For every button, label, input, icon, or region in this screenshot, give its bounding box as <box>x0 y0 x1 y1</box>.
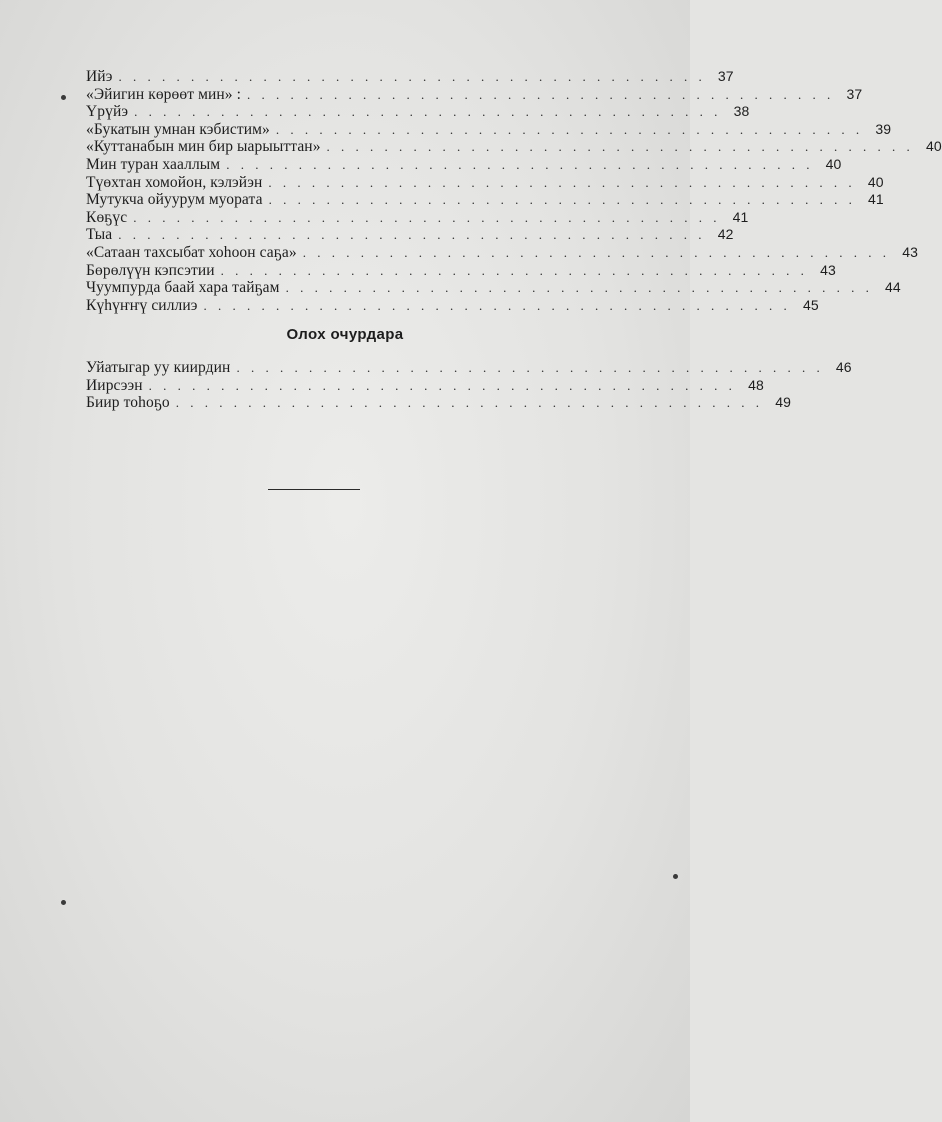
print-speck <box>61 95 66 100</box>
entry-title: Көҕүс <box>86 208 128 226</box>
dot-leader: . . . . . . . . . . . . . . . . . . . . . . . . . . . . . . . . . . . . . . . . . <box>302 244 890 260</box>
end-rule <box>268 489 360 490</box>
toc-entry <box>86 296 819 315</box>
toc-entry <box>86 120 892 139</box>
entry-title: Иирсээн <box>86 376 143 394</box>
toc-entry <box>86 226 734 244</box>
toc-entry <box>86 155 842 174</box>
entry-title: Мутукча ойуурум муората <box>86 191 263 209</box>
entry-title: Уйатыгар уу киирдин <box>86 359 231 376</box>
dot-leader: . . . . . . . . . . . . . . . . . . . . . . . . . . . . . . . . . . . . . . . . . <box>118 227 706 243</box>
entry-page-number: 37 <box>846 85 863 102</box>
entry-title: «Сатаан тахсыбат хоһоон саҕа» <box>86 243 297 261</box>
toc-entry <box>86 173 884 192</box>
entry-page-number: 41 <box>732 208 749 225</box>
entry-page-number: 40 <box>825 155 842 172</box>
toc-entry <box>86 279 901 297</box>
entry-title: Бөрөлүүн кэпсэтии <box>86 261 215 279</box>
entry-page-number: 40 <box>867 173 884 190</box>
table-of-contents <box>86 68 942 314</box>
entry-title: Тыа <box>86 226 113 244</box>
toc-entry <box>86 243 918 262</box>
print-speck <box>61 900 66 905</box>
entry-page-number: 39 <box>875 120 892 137</box>
dot-leader: . . . . . . . . . . . . . . . . . . . . . . . . . . . . . . . . . . . . . . . . . <box>247 86 835 102</box>
entry-page-number: 40 <box>926 138 942 155</box>
toc-entry <box>86 359 852 377</box>
entry-page-number: 41 <box>868 191 884 208</box>
toc-entry <box>86 261 836 280</box>
dot-leader: . . . . . . . . . . . . . . . . . . . . . . . . . . . . . . . . . . . . . . . . . <box>268 192 856 208</box>
section-contents <box>86 359 852 412</box>
section-heading: Олох очурдара <box>286 326 404 343</box>
entry-title: «Куттанабын мин бир ыарыыттан» <box>86 138 321 156</box>
entry-page-number: 43 <box>820 261 836 278</box>
entry-title: Түөхтан хомойон, кэлэйэн <box>86 173 263 191</box>
entry-page-number: 49 <box>775 394 792 411</box>
entry-title: Мин туран хааллым <box>86 155 221 173</box>
entry-page-number: 45 <box>803 296 819 313</box>
entry-title: Чуумпурда баай хара тайҕам <box>86 279 280 297</box>
entry-title: Үрүйэ <box>86 103 129 121</box>
entry-page-number: 48 <box>748 376 764 393</box>
toc-entry <box>86 103 750 121</box>
dot-leader: . . . . . . . . . . . . . . . . . . . . . . . . . . . . . . . . . . . . . . . . . <box>236 360 824 375</box>
dot-leader: . . . . . . . . . . . . . . . . . . . . . . . . . . . . . . . . . . . . . . . . . <box>133 209 721 225</box>
print-speck <box>673 874 678 879</box>
entry-title: Күһүҥҥү силлиэ <box>86 296 198 314</box>
dot-leader: . . . . . . . . . . . . . . . . . . . . . . . . . . . . . . . . . . . . . . . . . <box>203 297 791 313</box>
dot-leader: . . . . . . . . . . . . . . . . . . . . . . . . . . . . . . . . . . . . . . . . . <box>226 156 814 172</box>
dot-leader: . . . . . . . . . . . . . . . . . . . . . . . . . . . . . . . . . . . . . . . . . <box>268 174 856 190</box>
entry-title: Биир тоһоҕо <box>86 394 170 412</box>
entry-page-number: 42 <box>717 226 734 243</box>
dot-leader: . . . . . . . . . . . . . . . . . . . . . . . . . . . . . . . . . . . . . . . . . <box>148 377 736 393</box>
dot-leader: . . . . . . . . . . . . . . . . . . . . . . . . . . . . . . . . . . . . . . . . . <box>275 121 864 137</box>
toc-entry <box>86 85 863 104</box>
entry-page-number: 43 <box>902 243 918 260</box>
toc-entry <box>86 376 764 395</box>
entry-title: «Букатын умнан кэбистим» <box>86 120 270 138</box>
entry-title: «Эйигин көрөөт мин» : <box>86 85 242 103</box>
dot-leader: . . . . . . . . . . . . . . . . . . . . . . . . . . . . . . . . . . . . . . . . . <box>175 395 764 411</box>
toc-entry <box>86 394 792 412</box>
toc-entry <box>86 191 884 209</box>
dot-leader: . . . . . . . . . . . . . . . . . . . . . . . . . . . . . . . . . . . . . . . . . <box>220 262 808 278</box>
entry-title: Ийэ <box>86 68 113 85</box>
entry-page-number: 38 <box>733 103 750 120</box>
toc-entry <box>86 208 749 227</box>
dot-leader: . . . . . . . . . . . . . . . . . . . . . . . . . . . . . . . . . . . . . . . . . <box>118 69 706 84</box>
toc-entry <box>86 68 734 86</box>
dot-leader: . . . . . . . . . . . . . . . . . . . . . . . . . . . . . . . . . . . . . . . . . <box>326 139 914 155</box>
entry-page-number: 37 <box>717 68 734 84</box>
dot-leader: . . . . . . . . . . . . . . . . . . . . . . . . . . . . . . . . . . . . . . . . . <box>285 280 873 296</box>
entry-page-number: 46 <box>835 359 852 375</box>
toc-entry <box>86 138 942 156</box>
entry-page-number: 44 <box>885 279 901 296</box>
dot-leader: . . . . . . . . . . . . . . . . . . . . . . . . . . . . . . . . . . . . . . . . . <box>134 104 722 120</box>
